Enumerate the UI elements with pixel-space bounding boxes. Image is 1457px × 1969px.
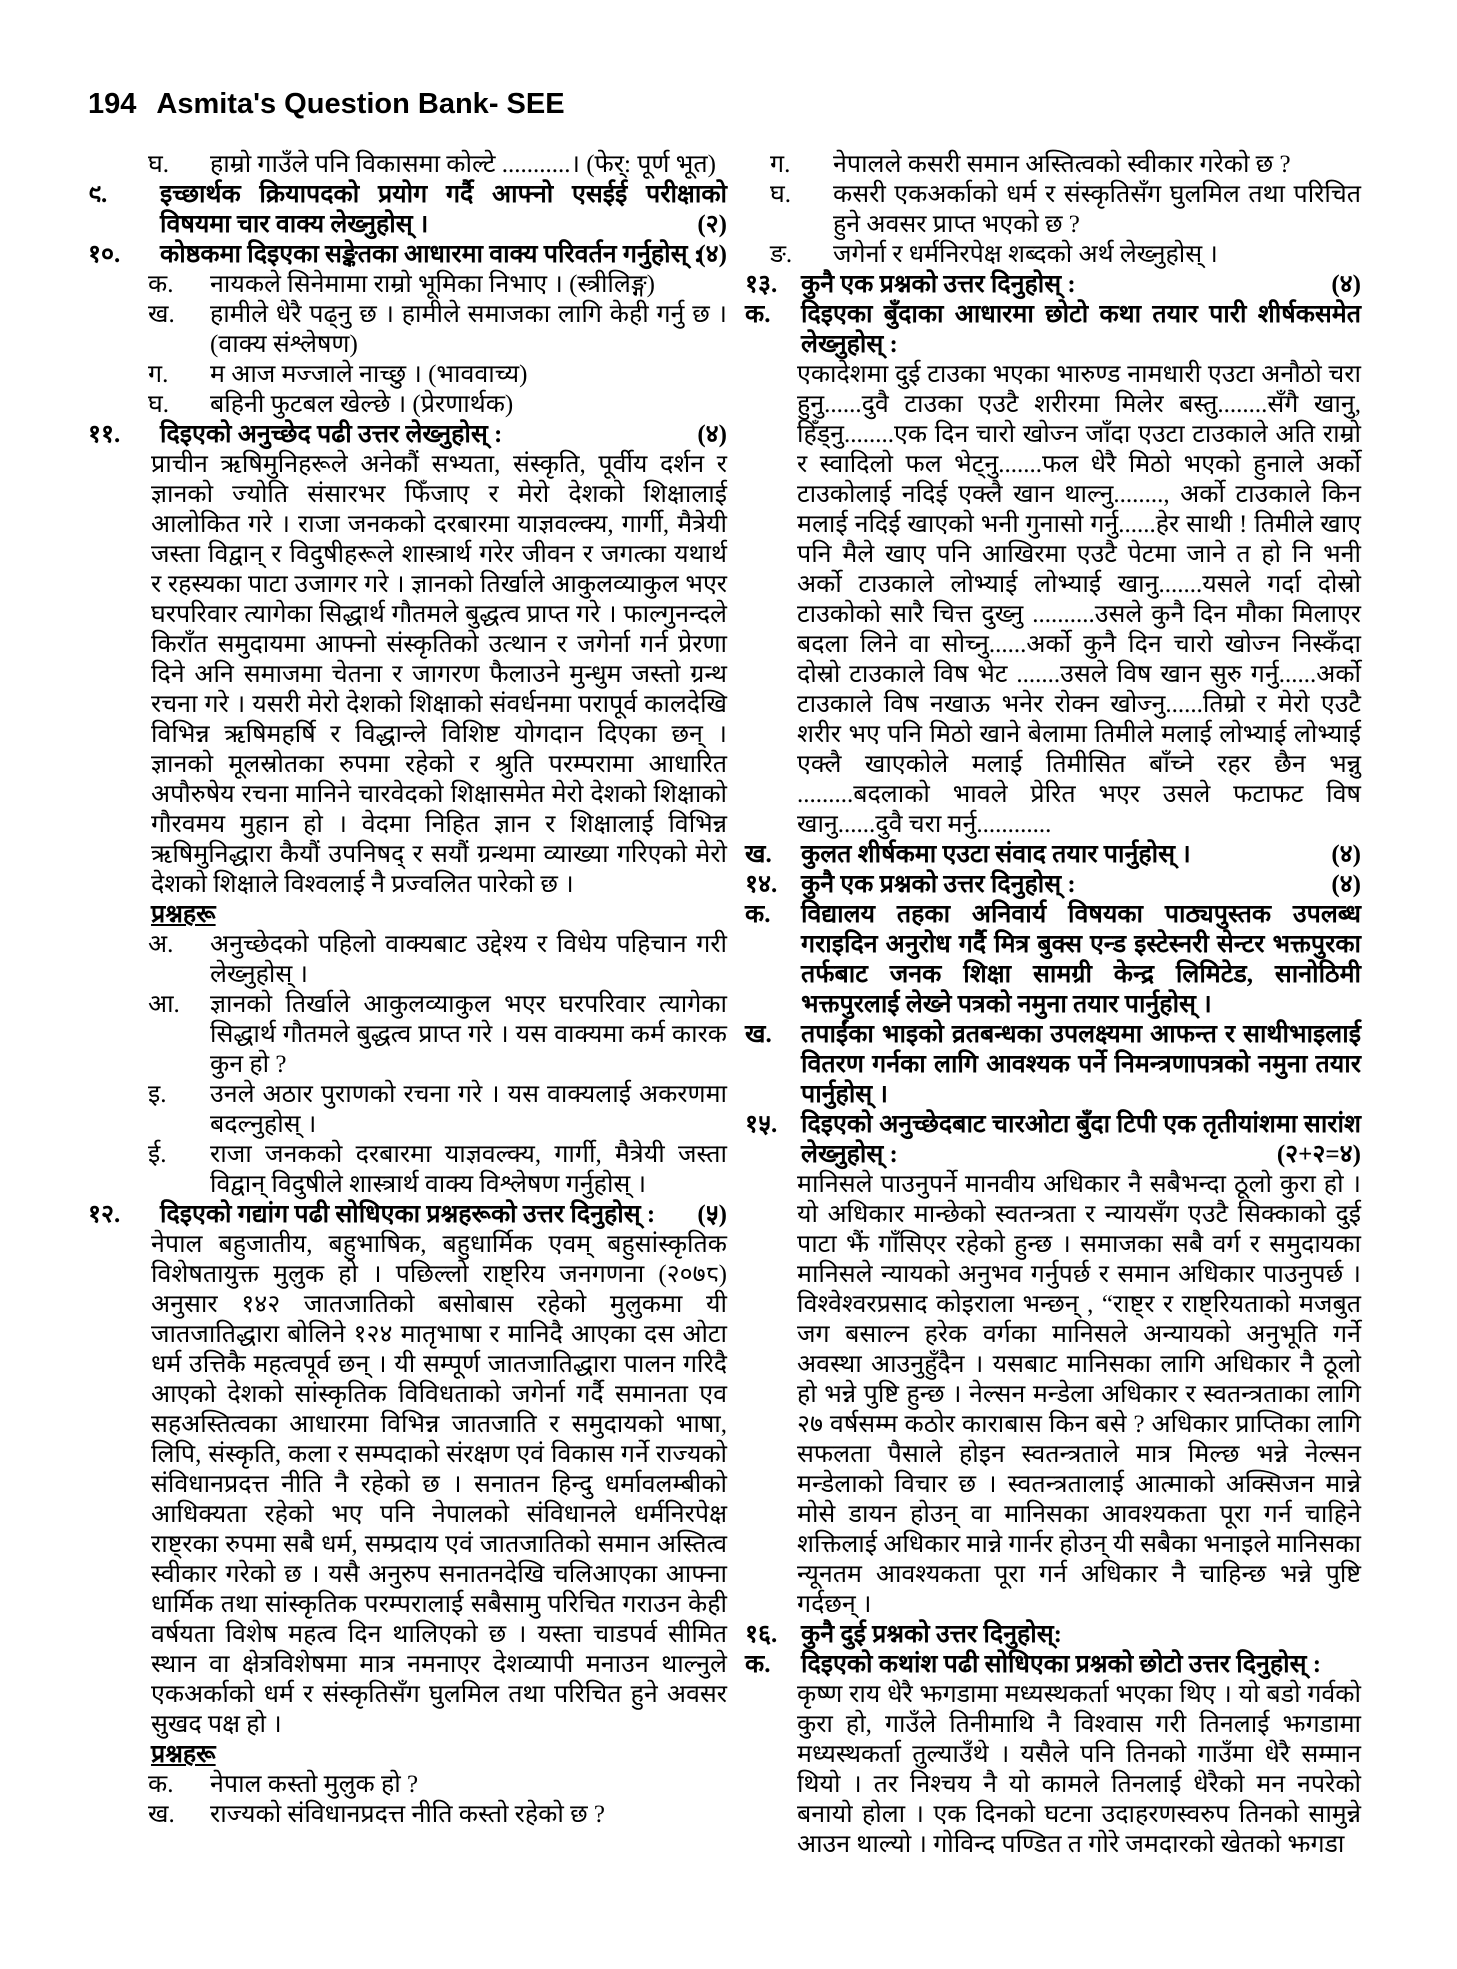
right-column <box>745 150 1361 1860</box>
item-label: घ. <box>148 391 170 418</box>
item-text: इच्छार्थक क्रियापदको प्रयोग गर्दै आफ्नो एसईई परीक्षाको विषयमा चार वाक्य लेख्नुहोस् । <box>160 181 727 238</box>
question-heading <box>745 840 1361 870</box>
item-label: १३. <box>745 271 778 298</box>
item-text: कुलत शीर्षकमा एउटा संवाद तयार पार्नुहोस् । <box>801 841 1191 868</box>
left-column <box>88 150 727 1830</box>
question-heading <box>88 1200 727 1230</box>
item-label: १४. <box>745 871 778 898</box>
question-subitem <box>88 270 727 300</box>
item-text: ज्ञानको तिर्खाले आकुलव्याकुल भएर घरपरिवार त्यागेका सिद्धार्थ गौतमले बुद्धत्व प्राप्त गरे । यस वाक्यमा कर्म कारक कुन हो ? <box>210 991 727 1078</box>
item-text: कुनै एक प्रश्नको उत्तर दिनुहोस् : <box>801 871 1076 898</box>
item-text: म आज मज्जाले नाच्छु । (भाववाच्य) <box>210 361 528 388</box>
question-subitem <box>745 150 1361 180</box>
item-label: १५. <box>745 1111 778 1138</box>
question-subitem <box>88 150 727 180</box>
question-heading <box>88 420 727 450</box>
question-subitem <box>88 300 727 360</box>
question-subitem <box>88 390 727 420</box>
question-subitem <box>88 990 727 1080</box>
item-text: राजा जनकको दरबारमा याज्ञवल्क्य, गार्गी, मैत्रेयी जस्ता विद्वान् विदुषीले शास्त्रार्थ वाक्य विश्लेषण गर्नुहोस् । <box>210 1141 727 1198</box>
item-label: इ. <box>148 1081 167 1108</box>
item-text: तपाईंका भाइको व्रतबन्धका उपलक्ष्यमा आफन्त र साथीभाइलाई वितरण गर्नका लागि आवश्यक पर्ने निमन्त्रणापत्रको नमुना तयार पार्नुहोस् । <box>801 1021 1361 1108</box>
question-subitem <box>88 1080 727 1140</box>
item-label: १६. <box>745 1621 778 1648</box>
item-label: ख. <box>745 841 772 868</box>
book-title: Asmita's Question Bank- SEE <box>156 88 565 120</box>
question-subitem <box>88 930 727 990</box>
item-text: नायकले सिनेमामा राम्रो भूमिका निभाए । (स्त्रीलिङ्ग) <box>210 271 656 298</box>
question-heading <box>745 1650 1361 1680</box>
item-label: ई. <box>148 1141 167 1168</box>
marks-label: (४) <box>697 421 727 448</box>
item-label: आ. <box>148 991 180 1018</box>
item-text: नेपाल कस्तो मुलुक हो ? <box>210 1771 419 1798</box>
questions-subheading: प्रश्नहरू <box>151 901 216 928</box>
item-text: अनुच्छेदको पहिलो वाक्यबाट उद्देश्य र विधेय पहिचान गरी लेख्नुहोस् । <box>210 931 727 988</box>
item-label: ग. <box>148 361 169 388</box>
item-text: विद्यालय तहका अनिवार्य विषयका पाठ्यपुस्तक उपलब्ध गराइदिन अनुरोध गर्दै मित्र बुक्स एन्ड इस्टेस्नरी सेन्टर भक्तपुरका तर्फबाट जनक शिक्षा सामग्री केन्द्र लिमिटेड, सानोठिमी भक्तपुरलाई लेख्ने पत्रको नमुना तयार पार्नुहोस् । <box>801 901 1361 1018</box>
item-label: ११. <box>88 421 121 448</box>
item-text: हाम्रो गाउँले पनि विकासमा कोल्टे ...........। (फेर्: पूर्ण भूत) <box>210 151 716 178</box>
item-label: क. <box>745 1651 771 1678</box>
marks-label: (४) <box>1331 271 1361 298</box>
item-text: जगेर्ना र धर्मनिरपेक्ष शब्दको अर्थ लेख्नुहोस् । <box>833 241 1218 268</box>
question-heading <box>88 240 727 270</box>
item-label: ख. <box>148 1801 175 1828</box>
item-label: ङ. <box>770 241 793 268</box>
marks-label: (४) <box>697 241 727 268</box>
marks-label: (४) <box>1331 871 1361 898</box>
item-text: कुनै दुई प्रश्नको उत्तर दिनुहोस्: <box>801 1621 1063 1648</box>
questions-subheading: प्रश्नहरू <box>151 1741 216 1768</box>
page-number: 194 <box>88 88 137 120</box>
item-text: हामीले धेरै पढ्नु छ । हामीले समाजका लागि केही गर्नु छ । (वाक्य संश्लेषण) <box>210 301 727 358</box>
item-text: राज्यको संविधानप्रदत्त नीति कस्तो रहेको छ ? <box>210 1801 605 1828</box>
page-header <box>88 88 565 121</box>
item-label: क. <box>745 901 771 928</box>
item-label: ख. <box>745 1021 772 1048</box>
item-label: अ. <box>148 931 174 958</box>
item-label: १२. <box>88 1201 121 1228</box>
item-label: ९. <box>88 181 108 208</box>
question-subitem <box>88 1770 727 1800</box>
question-subitem <box>88 1140 727 1200</box>
question-subitem <box>745 180 1361 240</box>
passage-paragraph: प्राचीन ऋषिमुनिहरूले अनेकौं सभ्यता, संस्कृति, पूर्वीय दर्शन र ज्ञानको ज्योति संसारभर फिँजाए र मेरो देशको शिक्षालाई आलोकित गरे । राजा जनकको दरबारमा याज्ञवल्क्य, गार्गी, मैत्रेयी जस्ता विद्वान् र विदुषीहरूले शास्त्रार्थ गरेर जीवन र जगत्का यथार्थ र रहस्यका पाटा उजागर गरे । ज्ञानको तिर्खाले आकुलव्याकुल भएर घरपरिवार त्यागेका सिद्धार्थ गौतमले बुद्धत्व प्राप्त गरे । फाल्गुनन्दले किराँत समुदायमा आफ्नो संस्कृतिको उत्थान र जगेर्ना गर्न प्रेरणा दिने अनि समाजमा चेतना र जागरण फैलाउने मुन्धुम जस्तो ग्रन्थ रचना गरे । यसरी मेरो देशको शिक्षाको संवर्धनमा परापूर्व कालदेखि विभिन्न ऋषिमहर्षि र विद्धान्ले विशिष्ट योगदान दिएका छन् । ज्ञानको मूलस्रोतका रुपमा रहेको र श्रुति परम्परामा आधारित अपौरुषेय रचना मानिने चारवेदको शिक्षासमेत मेरो देशको शिक्षाको गौरवमय मुहान हो । वेदमा निहित ज्ञान र शिक्षालाई विभिन्न ऋषिमुनिद्धारा कैयौं उपनिषद् र सयौं ग्रन्थमा व्याख्या गरिएको मेरो देशको शिक्षाले विश्वलाई नै प्रज्वलित पारेको छ । <box>151 451 727 898</box>
item-label: ग. <box>770 151 791 178</box>
passage-paragraph: मानिसले पाउनुपर्ने मानवीय अधिकार नै सबैभन्दा ठूलो कुरा हो । यो अधिकार मान्छेको स्वतन्त्रता र न्यायसँग एउटै सिक्काको दुई पाटा झैं गाँसिएर रहेको हुन्छ । समाजका सबै वर्ग र समुदायका मानिसले न्यायको अनुभव गर्नुपर्छ र समान अधिकार पाउनुपर्छ । विश्वेश्वरप्रसाद कोइराला भन्छन् , “राष्ट्र र राष्ट्रियताको मजबुत जग बसाल्न हरेक वर्गका मानिसले अन्यायको अनुभूति गर्ने अवस्था आउनुहुँदैन । यसबाट मानिसका लागि अधिकार नै ठूलो हो भन्ने पुष्टि हुन्छ । नेल्सन मन्डेला अधिकार र स्वतन्त्रताका लागि २७ वर्षसम्म कठोर काराबास किन बसे ? अधिकार प्राप्तिका लागि सफलता पैसाले होइन स्वतन्त्रताले मात्र मिल्छ भन्ने नेल्सन मन्डेलाको विचार छ । स्वतन्त्रतालाई आत्माको अक्सिजन मान्ने मोसे डायन होउन् वा मानिसका आवश्यकता पूरा गर्न चाहिने शक्तिलाई अधिकार मान्ने गार्नर होउन् यी सबैका भनाइले मानिसका न्यूनतम आवश्यकता पूरा गर्न अधिकार नै चाहिन्छ भन्ने पुष्टि गर्दछन् । <box>797 1171 1361 1618</box>
item-text: दिइएको अनुच्छेद पढी उत्तर लेख्नुहोस् : <box>160 421 503 448</box>
item-label: १०. <box>88 241 121 268</box>
item-text: कुनै एक प्रश्नको उत्तर दिनुहोस् : <box>801 271 1076 298</box>
item-text: दिइएको कथांश पढी सोधिएका प्रश्नको छोटो उत्तर दिनुहोस् : <box>801 1651 1322 1678</box>
item-label: घ. <box>148 151 170 178</box>
question-heading <box>745 300 1361 360</box>
question-heading <box>745 270 1361 300</box>
item-text: कोष्ठकमा दिइएका सङ्केतका आधारमा वाक्य परिवर्तन गर्नुहोस् : <box>160 241 703 268</box>
item-text: दिइएको गद्यांग पढी सोधिएका प्रश्नहरूको उत्तर दिनुहोस् : <box>160 1201 656 1228</box>
passage-paragraph: कृष्ण राय धेरै झगडामा मध्यस्थकर्ता भएका थिए । यो बडो गर्वको कुरा हो, गाउँले तिनीमाथि नै विश्वास गरी तिनलाई झगडामा मध्यस्थकर्ता तुल्याउँथे । यसैले पनि तिनको गाउँमा धेरै सम्मान थियो । तर निश्चय नै यो कामले तिनलाई धेरैको मन नपरेको बनायो होला । एक दिनको घटना उदाहरणस्वरुप तिनको सामुन्ने आउन थाल्यो । गोविन्द पण्डित त गोरे जमदारको खेतको झगडा <box>797 1681 1361 1858</box>
question-heading <box>745 900 1361 1020</box>
item-text: नेपालले कसरी समान अस्तित्वको स्वीकार गरेको छ ? <box>833 151 1291 178</box>
marks-label: (२) <box>697 211 727 238</box>
question-heading <box>745 1620 1361 1650</box>
question-heading <box>88 180 727 240</box>
item-text: दिइएको अनुच्छेदबाट चारओटा बुँदा टिपी एक तृतीयांशमा सारांश लेख्नुहोस् : <box>801 1111 1361 1168</box>
question-heading <box>745 1110 1361 1170</box>
question-subitem <box>88 1800 727 1830</box>
item-label: ख. <box>148 301 175 328</box>
passage-paragraph: नेपाल बहुजातीय, बहुभाषिक, बहुधार्मिक एवम् बहुसांस्कृतिक विशेषतायुक्त मुलुक हो । पछिल्लो राष्ट्रिय जनगणना (२०७८) अनुसार १४२ जातजातिको बसोबास रहेको मुलुकमा यी जातजातिद्धारा बोलिने १२४ मातृभाषा र मानिदै आएका दस ओटा धर्म उत्तिकै महत्वपूर्व छन् । यी सम्पूर्ण जातजातिद्धारा पालन गरिदै आएको देशको सांस्कृतिक विविधताको जगेर्ना गर्दै समानता एव सहअस्तित्वका आधारमा विभिन्न जातजाति र समुदायको भाषा, लिपि, संस्कृति, कला र सम्पदाको संरक्षण एवं विकास गर्ने राज्यको संविधानप्रदत्त नीति नै रहेको छ । सनातन हिन्दु धर्मावलम्बीको आधिक्यता रहेको भए पनि नेपालको संविधानले धर्मनिरपेक्ष राष्ट्रका रुपमा सबै धर्म, सम्प्रदाय एवं जातजातिको समान अस्तित्व स्वीकार गरेको छ । यसै अनुरुप सनातनदेखि चलिआएका आफ्ना धार्मिक तथा सांस्कृतिक परम्परालाई सबैसामु परिचित गराउन केही वर्षयता विशेष महत्व दिन थालिएको छ । यस्ता चाडपर्व सीमित स्थान वा क्षेत्रविशेषमा मात्र नमनाएर देशव्यापी मनाउन थाल्नुले एकअर्काको धर्म र संस्कृतिसँग घुलमिल तथा परिचित हुने अवसर सुखद पक्ष हो । <box>151 1231 727 1738</box>
item-text: दिइएका बुँदाका आधारमा छोटो कथा तयार पारी शीर्षकसमेत लेख्नुहोस् : <box>801 301 1361 358</box>
question-subitem <box>745 240 1361 270</box>
question-subitem <box>88 360 727 390</box>
item-label: क. <box>148 271 174 298</box>
item-text: उनले अठार पुराणको रचना गरे । यस वाक्यलाई अकरणमा बदल्नुहोस् । <box>210 1081 727 1138</box>
item-label: क. <box>745 301 771 328</box>
marks-label: (५) <box>697 1201 727 1228</box>
item-label: घ. <box>770 181 792 208</box>
item-label: क. <box>148 1771 174 1798</box>
marks-label: (२+२=४) <box>1276 1141 1361 1168</box>
question-heading <box>745 870 1361 900</box>
item-text: कसरी एकअर्काको धर्म र संस्कृतिसँग घुलमिल तथा परिचित हुने अवसर प्राप्त भएको छ ? <box>833 181 1361 238</box>
marks-label: (४) <box>1331 841 1361 868</box>
item-text: बहिनी फुटबल खेल्छे । (प्रेरणार्थक) <box>210 391 514 418</box>
passage-paragraph: एकादेशमा दुई टाउका भएका भारुण्ड नामधारी एउटा अनौठो चरा हुनु......दुवै टाउका एउटै शरीरमा मिलेर बस्तु........सँगै खानु, हिँड्नु........एक दिन चारो खोज्न जाँदा एउटा टाउकाले अति राम्रो र स्वादिलो फल भेट्नु.......फल धेरै मिठो भएको हुनाले अर्को टाउकोलाई नदिई एक्लै खान थाल्नु........, अर्को टाउकाले किन मलाई नदिई खाएको भनी गुनासो गर्नु......हेर साथी ! तिमीले खाए पनि मैले खाए पनि आखिरमा एउटै पेटमा जाने त हो नि भनी अर्को टाउकाले लोभ्याई लोभ्याई खानु.......यसले गर्दा दोस्रो टाउकोको सारै चित्त दुख्नु ..........उसले कुनै दिन मौका मिलाएर बदला लिने वा सोच्नु......अर्को कुनै दिन चारो खोज्न निस्कँदा दोस्रो टाउकाले विष भेट .......उसले विष खान सुरु गर्नु......अर्को टाउकाले विष नखाऊ भनेर रोक्न खोज्नु......तिम्रो र मेरो एउटै शरीर भए पनि मिठो खाने बेलामा तिमीले मलाई लोभ्याई लोभ्याई एक्लै खाएकोले मलाई तिमीसित बाँच्ने रहर छैन भन्नु .........बदलाको भावले प्रेरित भएर उसले फटाफट विष खानु......दुवै चरा मर्नु............ <box>797 361 1361 838</box>
question-heading <box>745 1020 1361 1110</box>
